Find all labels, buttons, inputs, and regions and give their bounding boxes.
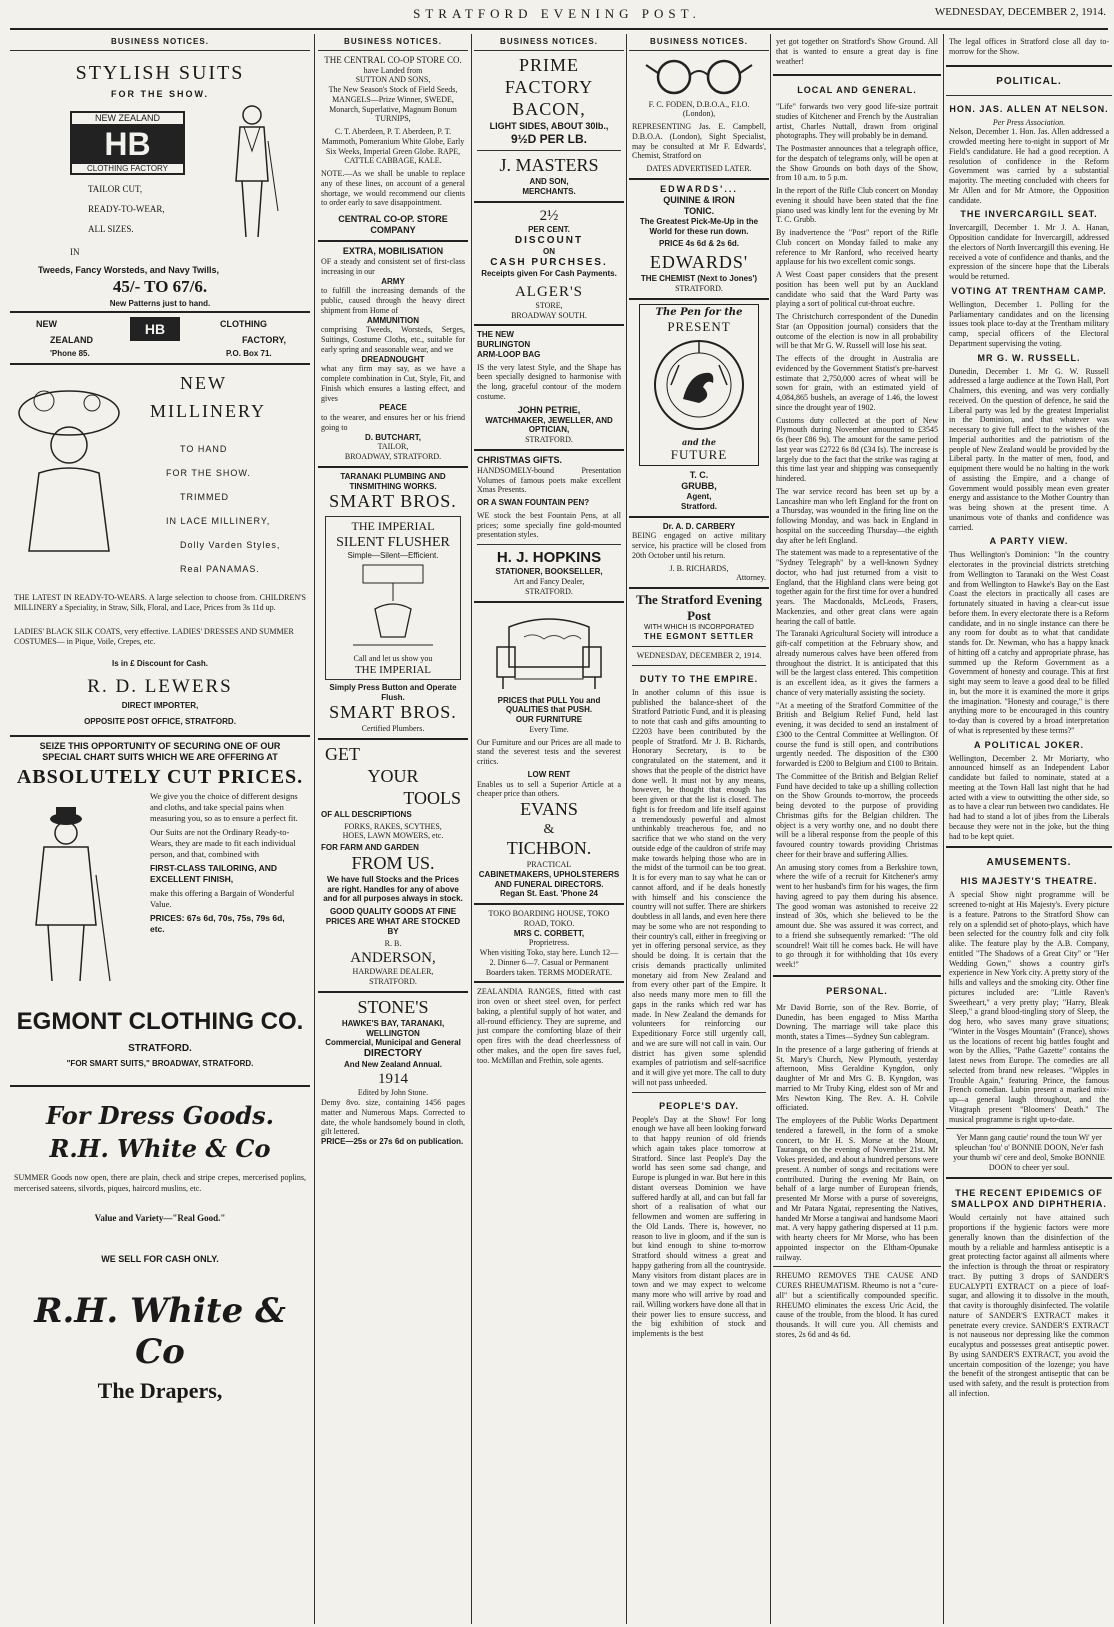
egmont-tagline: "FOR SMART SUITS," BROADWAY, STRATFORD. [66, 1058, 254, 1068]
discount-rate: 2½ [539, 207, 559, 224]
footer-clothing: CLOTHING [220, 318, 267, 329]
news-item: "Life" forwards two very good life-size portrait studies of Kitchener and French by the Australian artist, Charles Nuttall, drawn from original photographs. They will probably be in demand. [776, 102, 938, 141]
grubb-town: Stratford. [681, 501, 717, 511]
pen-present: PRESENT [667, 318, 731, 334]
news-item: An amusing story comes from a Berkshire town, where the wife of a recruit for Kitchener's army went to her husband's firm for his wages, the firm having agreed to pay them during his absence. The good woman was astonished to receive 22 instead of 30s, which she believed to be the amount due. She was assured it was correct, and to a friend she subsequently remarked: "The old scoundrel! Wait till he comes back. He will have to go through it for withholding that 10s every week!" [776, 862, 938, 970]
white-cash-only: WE SELL FOR CASH ONLY. [101, 1253, 219, 1264]
coop-name: CENTRAL CO-OP. STORE COMPANY [338, 214, 448, 236]
tailor-line: READY-TO-WEAR, [88, 203, 165, 214]
central-coop-ad [318, 51, 468, 242]
rheumo-ad: RHEUMO REMOVES THE CAUSE AND CURES RHEUMATISM. Rheumo is not a "cure-all" but a scientifically compounded specific. RHEUMO eliminates the excess Uric Acid, the cause of the trouble, from the blood. It has cured thousands. It will cure you. All chemists and stores, 2s 6d and 4s 6d. [776, 1271, 938, 1339]
business-notices-heading: BUSINESS NOTICES. [629, 34, 769, 51]
flusher-title: SILENT FLUSHER [336, 534, 450, 550]
edwards-town: STRATFORD. [675, 283, 723, 293]
bacon-line: BACON, [512, 98, 586, 119]
millinery-latest: THE LATEST IN READY-TO-WEARS. A large selection to choose from. CHILDREN'S MILLINERY a Speciality, in Straw, Silk, Floral, and Lace, Prices from 3s 11d up. [14, 592, 306, 612]
political-items [946, 100, 1112, 842]
white-name: R.H. White & Co [49, 1134, 271, 1164]
mobilisation-ammunition: AMMUNITION [367, 315, 419, 325]
foden-optician-ad [629, 51, 769, 180]
smart-heading: TARANAKI PLUMBING AND TINSMITHING WORKS. [340, 471, 446, 491]
coop-line: SUTTON AND SONS, [355, 75, 431, 85]
millinery-list [166, 437, 281, 581]
post-incorporated: WITH WHICH IS INCORPORATED [644, 623, 754, 631]
foden-name: F. C. FODEN, D.B.O.A., F.I.O. [648, 99, 750, 109]
personal-item: The employees of the Public Works Department tendered a farewell, in the form of a smoke concert, to Mr H. S. Morse at the Mount, Tauranga, on the evening of November 21st. Mr Vokes presided, and about a hundred persons were present. A number of songs and recitations were contributed. During the evening Mr Bain, on behalf of a large number of European friends, presented Mr Morse with a purse of sovereigns, and Mr Patara Ngatai, representing the Natives, handed Mr Morse a tangiwai and handsome Maori mat. A very happy gathering dispersed at 11 p.m. with hearty cheers for Mr Morse, who has been appointed inspector on the Eltham-Opunake railway. [776, 1116, 938, 1262]
continued-text: yet got together on Stratford's Show Ground. All that is wanted to ensure a great day is fine weather! [776, 37, 938, 66]
tools-stocks: We have full Stocks and the Prices are right. Handles for any of above and for all purposes always in stock. [323, 874, 463, 904]
masters-son: AND SON, [529, 177, 569, 187]
peoples-day-body: People's Day at the Show! For long enough we have all been looking forward to that happy reunion of old friends which again takes place tomorrow at Stratford. Since last People's Day the world has seen some sad change, and Europe is plunged in war. But here in this distant overseas Dominion we have suffered hardly at all, and can but fall far short of a realisation of what our fellowmen and women are suffering in the Old Lands. There is, however, no reason to live in gloom, and if the sun is but kind enough to shine to-morrow Stratford should witness a great and happy gathering from all the countryside. Many visitors from distant places are in town and we may expect to welcome many more who will arrive by road and rail. Willing workers have done all that in their power lies to ensure success, and the big exhibition of stock and implements is the best [632, 1114, 766, 1339]
egmont-headline: SEIZE THIS OPPORTUNITY OF SECURING ONE OF OUR SPECIAL CHART SUITS WHICH WE ARE OFFERING AT [39, 740, 281, 762]
hopkins-name: H. J. HOPKINS [496, 549, 602, 567]
mobilisation-text: OF a steady and consistent set of first-class increasing in our [321, 257, 465, 276]
butchart-tailor: TAILOR, [377, 442, 409, 452]
millinery-discount: Is in £ Discount for Cash. [111, 658, 208, 668]
political-heading: POLITICAL. [996, 75, 1062, 87]
evans-name: EVANS [520, 799, 578, 820]
tools-descriptions: OF ALL DESCRIPTIONS [321, 809, 412, 819]
carbery-name: Dr. A. D. CARBERY [662, 521, 736, 531]
edwards-title: EDWARDS'... [660, 183, 738, 194]
hopkins-trade: STATIONER, BOOKSELLER, [495, 567, 603, 577]
smart-certified: Certified Plumbers. [361, 724, 425, 734]
alger-name: ALGER'S [514, 283, 584, 300]
mobilisation-title: EXTRA, MOBILISATION [342, 246, 444, 257]
foden-dates: DATES ADVERTISED LATER. [646, 164, 752, 174]
discount-line: ON [543, 246, 555, 256]
discount-line: PER CENT. [528, 224, 570, 234]
mobilisation-text: to the wearer, and ensures her or his friend going to [321, 413, 465, 432]
tools-from-us: FROM US. [351, 852, 435, 873]
swan-emblem-icon [642, 335, 756, 438]
edwards-tonic: QUININE & IRON [663, 194, 735, 205]
column-6 [946, 34, 1112, 1624]
zealandia-ranges-ad [474, 983, 624, 1069]
hb-logo-top: NEW ZEALAND [94, 112, 160, 123]
anderson-town: STRATFORD. [369, 977, 417, 987]
egmont-cut-prices: ABSOLUTELY CUT PRICES. [16, 765, 304, 788]
mobilisation-army: ARMY [381, 276, 405, 286]
flusher-press: Simply Press Button and Operate Flush. [329, 682, 457, 702]
hopkins-ad [474, 451, 624, 603]
footer-zealand: ZEALAND [50, 334, 93, 345]
stones-price: PRICE—25s or 27s 6d on publication. [321, 1137, 464, 1147]
tichbon-name: TICHBON. [506, 838, 592, 859]
flusher-call: Call and let us show you [353, 653, 433, 663]
carbery-text: BEING engaged on active military service, his practice will be closed from 20th October until his return. [632, 531, 766, 560]
news-item: By inadvertence the "Post" report of the Rifle Club concert on Monday failed to make any reference to Mr Ranford, who received hearty applause for his two excellent comic songs. [776, 228, 938, 267]
editorial-body: In another column of this issue is published the balance-sheet of the Stratford Patriotic Fund, and it is pleasing to note that cash and gifts amounting to £2203 have been contributed by the people of Stratford. Mr J. B. Richards, Honorary Secretary, is to be congratulated on the statement, and it shows that the people of the district have done well. It must not by any means, however, be thought that enough has been given or that the list is closed. The fight is for freedom and life itself against a tremendously powerful and almost unthinkably treacherous foe, and no sacrifice that we who stand on the very outside edge of the cauldron of strife may make towards helping those who are in the midst of the turmoil can be too great. It is for every man to say what he can or cannot afford, and if he deals honestly with himself and his conscience the country will not suffer. There are shirkers doubtless in all lands, and even here there may be some who are not responding to their country's call, either in freegiving or yet in offering personal service, as they should be doing. It is certain that the crisis demands practically unlimited monetary aid from New Zealand and from every other part of the Empire. It also needs many more men to fill the gaps in the ranks which red war has made. In New Zealand the demands for volunteers for reinforcing our Expeditionary Force still urgently call, and we are sure will not call in vain. Our district has given some splendid examples of patriotism and self-sacrifice and it will give yet more. The call to duty will not pass unheeded. [632, 687, 766, 1087]
stones-title: STONE'S [357, 996, 429, 1017]
political-subheading: VOTING AT TRENTHAM CAMP. [951, 285, 1107, 296]
post-egmont-settler: THE EGMONT SETTLER [644, 632, 754, 642]
news-item: The Taranaki Agricultural Society will introduce a gift-calf competition at the February show, and already numerous calves have been offered from throughout the district. It is anticipated that this will be the largest class entered. This competition is an excellent idea, as it gives the farmers a chance of very materially assisting the society. [776, 629, 938, 697]
petrie-town: STRATFORD. [525, 435, 573, 445]
egmont-town: STRATFORD. [128, 1042, 192, 1054]
alger-address: BROADWAY SOUTH. [511, 310, 587, 320]
millinery-coats: LADIES' BLACK SILK COATS, very effective. LADIES' DRESSES AND SUMMER COSTUMES— in Pique, Voile, Crepes, etc. [14, 626, 294, 646]
column-4 [629, 34, 769, 1624]
evans-ampersand: & [543, 822, 555, 838]
anderson-name: ANDERSON, [350, 950, 436, 967]
butchart-name: D. BUTCHART, [365, 432, 421, 442]
evans-every-time: Every Time. [529, 724, 569, 734]
flusher-imperial: THE IMPERIAL [354, 663, 432, 676]
petrie-trade: WATCHMAKER, JEWELLER, AND OPTICIAN, [485, 415, 613, 435]
discount-line: DISCOUNT [514, 234, 584, 246]
lewers-address: OPPOSITE POST OFFICE, STRATFORD. [84, 716, 236, 726]
hb-logo-bottom: CLOTHING FACTORY [86, 163, 169, 173]
column-1 [10, 34, 310, 1624]
swan-pen-panel [639, 304, 759, 467]
anderson-initials: R. B. [384, 939, 402, 949]
tools-list: FORKS, RAKES, SCYTHES, HOES, LAWN MOWERS, etc. [342, 821, 444, 841]
butchart-ad [318, 242, 468, 468]
evans-trades: CABINETMAKERS, UPHOLSTERERS AND FUNERAL DIRECTORS. [478, 869, 620, 889]
white-drapers: The Drapers, [97, 1377, 223, 1403]
toko-proprietress-name: MRS C. CORBETT, [513, 928, 585, 938]
edwards-tonic: TONIC. [683, 205, 715, 216]
lewers-sub: DIRECT IMPORTER, [121, 700, 199, 710]
news-item: The war service record has been set up by a Lancashire man who left England for the front on a Thursday, was wounded in the firing line on the following Monday, and was back in England in hospital on the succeeding Thursday—the eighth day after he left England. [776, 486, 938, 545]
tools-get: GET [325, 744, 360, 765]
ad-subtitle: FOR THE SHOW. [111, 89, 209, 100]
discount-line: CASH PURCHSES. [490, 256, 608, 268]
theatre-text: A special Show night programme will be screened to-night at His Majesty's. Every picture is a feature. Patrons to the Stratford Show can rely on a splendid set of photo-plays, which have been selected for the country folk and city folk alike. The feature play by the A.B. Company, entitled "The Shadows of a Great City" or "Her Wedding Gown," shows a country girl's experience in New York city. A pretty story of the hills and valleys and the smoking city. Other fine pictures included are: "Little Raven's Sweetheart," a very pretty play; "Harry, Bleak Sleep," a grand blood-tingling story of Sleep, the dog hero, who saves many grave situations; "Winter in the Vosges Mountain" (France), shows us the locations of recent big battles fought and won by the Allies, "Pathe Gazette" contains the latest news from Europe. The comedies are all selected from brand new releases. "Wipples in Trouble Again," featuring Prince, the famous French comedian. Lubin present a marked mix-up—a general laugh throughout, and the Vitagraph present "Bloomers' Death." The musical programme is right up-to-date. [949, 890, 1109, 1124]
bacon-price: 9½D PER LB. [510, 131, 588, 146]
footer-factory: FACTORY, [242, 334, 287, 345]
smart-name: SMART BROS. [329, 491, 457, 512]
amusements-items [946, 872, 1112, 1124]
issue-date: WEDNESDAY, DECEMBER 2, 1914. [934, 6, 1106, 18]
mobilisation-text: to fulfill the increasing demands of the public, caused through the heavy direct shipment from Home of [321, 286, 465, 315]
anderson-trade: HARDWARE DEALER, [352, 967, 434, 977]
ad-title: STYLISH SUITS [75, 61, 245, 84]
bag-line: ARM-LOOP BAG [477, 349, 541, 359]
personal-item: Mr David Borrie, son of the Rev. Borrie, of Dunedin, has been engaged to Miss Martha Downing. The marriage will take place this month, states a Times—Sydney Sun cablegram. [776, 1002, 938, 1042]
stones-editor: Edited by John Stone. [357, 1088, 429, 1098]
tailor-line: ALL SIZES. [88, 223, 134, 234]
coop-line: have Landed from [363, 65, 423, 75]
white-value: Value and Variety—"Real Good." [94, 1212, 226, 1223]
foden-london: (London), [682, 109, 716, 119]
newspaper-title: STRATFORD EVENING POST. [413, 6, 701, 21]
alger-discount-ad [474, 203, 624, 327]
evans-tichbon-ad [474, 603, 624, 905]
column-divider [314, 34, 315, 1624]
carbery-attorney-name: J. B. RICHARDS, [669, 563, 729, 573]
column-divider [471, 34, 472, 1624]
column-divider [770, 34, 771, 1624]
millinery-title-new: NEW [180, 372, 227, 393]
white-big-logo: R.H. White & Co [34, 1290, 286, 1373]
tailor-list [88, 179, 165, 239]
peoples-day-heading: PEOPLE'S DAY. [659, 1100, 739, 1111]
egmont-clothing-ad [10, 737, 310, 1087]
nz-clothing-footer [10, 313, 310, 365]
hb-logo-small [130, 317, 180, 341]
egmont-name: EGMONT CLOTHING CO. [16, 1007, 304, 1035]
mobilisation-peace: PEACE [379, 403, 407, 413]
evans-text: Enables us to sell a Superior Article at a cheaper price than others. [477, 779, 621, 799]
egmont-body [150, 791, 300, 939]
post-title: The Stratford Evening Post [636, 592, 762, 623]
discount-receipts: Receipts given For Cash Payments. [481, 268, 617, 278]
gifts-text: WE stock the best Fountain Pens, at all prices; some specially fine gold-mounted presentation styles. [477, 510, 621, 540]
column-divider [943, 34, 944, 1624]
pen-line: The Pen for the [655, 306, 743, 318]
anderson-tools-ad [318, 740, 468, 993]
egmont-prices: PRICES: 67s 6d, 70s, 75s, 79s 6d, etc. [150, 913, 285, 935]
millinery-line: Dolly Varden Styles, [180, 539, 281, 550]
local-general-items [773, 102, 941, 970]
column-divider [626, 34, 627, 1624]
masthead [0, 0, 1114, 28]
white-dress-goods: For Dress Goods. [46, 1100, 274, 1130]
price-range: 45/- TO 67/6. [112, 276, 208, 296]
evans-low-rent: LOW RENT [527, 769, 571, 779]
flusher-tagline: Simple—Silent—Efficient. [347, 551, 439, 561]
tools-tools: TOOLS [403, 788, 461, 809]
pen-and: and the [682, 436, 716, 447]
egmont-text: FIRST-CLASS TAILORING, AND EXCELLENT FINISH, [150, 863, 278, 885]
petrie-name: JOHN PETRIE, [517, 404, 581, 415]
personal-item: In the presence of a large gathering of friends at St. Mary's Church, New Plymouth, yesterday afternoon, Miss Geraldine Kyngdon, only daughter of Mr and Mrs G. B. Kyngdon, was married to Mr Truby King, eldest son of Mr and Mrs Newton King. The Rev. A. H. Colvile officiated. [776, 1044, 938, 1113]
editorial-heading: DUTY TO THE EMPIRE. [639, 673, 759, 684]
toilet-illustration [328, 561, 458, 654]
coop-line: The New Season's Stock of Field Seeds, MANGELS—Prize Winner, SWEDE, Monarch, Superlative, Magnum Bonum TURNIPS, [328, 85, 458, 124]
millinery-title: MILLINERY [150, 400, 266, 421]
tools-your: YOUR [367, 766, 419, 787]
continued-text: The legal offices in Stratford close all day to-morrow for the Show. [949, 37, 1109, 56]
political-subheading: MR G. W. RUSSELL. [977, 352, 1081, 363]
business-notices-heading: BUSINESS NOTICES. [10, 34, 310, 51]
alger-store: STORE, [535, 300, 563, 310]
egmont-text: make this offering a Bargain of Wonderful Value. [150, 888, 295, 910]
butchart-address: BROADWAY, STRATFORD. [344, 452, 442, 462]
millinery-ad [10, 365, 310, 737]
bag-line: BURLINGTON [477, 340, 531, 350]
stones-description: Demy 8vo. size, containing 1456 pages matter and Numerous Maps. Corrected to date, the whole handsomely bound in cloth, gilt lettered. [321, 1098, 465, 1137]
amusements-heading: AMUSEMENTS. [986, 857, 1072, 869]
evans-furniture: OUR FURNITURE [515, 715, 583, 725]
pen-future: FUTURE [670, 447, 728, 463]
personal-heading: PERSONAL. [826, 985, 888, 996]
carbery-attorney: Attorney. [736, 573, 766, 583]
toko-boarding-ad [474, 905, 624, 983]
political-subheading: A POLITICAL JOKER. [973, 739, 1084, 750]
edwards-chemist: THE CHEMIST (Next to Jones') [640, 274, 758, 284]
footer-new: NEW [36, 318, 57, 329]
evans-text: Our Furniture and our Prices are all made to stand the severest tests and the severest critics. [477, 737, 621, 767]
tools-farm: FOR FARM AND GARDEN [321, 843, 419, 853]
tweeds-line: Tweeds, Fancy Worsteds, and Navy Twills, [38, 264, 220, 275]
millinery-line: Real PANAMAS. [180, 563, 260, 574]
edwards-name: EDWARDS' [649, 252, 749, 273]
political-item: Invercargill, December 1. Mr J. A. Hanan, Opposition candidate for Invercargill, addressed the electors of North Invercargill this evening. He received a vote of confidence and thanks, and the expression of the sincere hope that the Liberals would be returned. [949, 223, 1109, 282]
grubb-initials: T. C. [689, 470, 709, 481]
edwards-tonic-ad [629, 180, 769, 300]
news-item: The Christchurch correspondent of the Dunedin Star (an Opposition journal) considers that the outcome of the election is now in all probability will be that Mr G. W. Russell will lose his seat. [776, 312, 938, 351]
bacon-weight: LIGHT SIDES, ABOUT 30lb., [489, 120, 609, 131]
tailor-in: IN [70, 246, 80, 257]
stones-regions: HAWKE'S BAY, TARANAKI, WELLINGTON [341, 1018, 445, 1038]
bacon-line: PRIME [518, 54, 579, 75]
bag-line: THE NEW [477, 330, 514, 340]
masthead-rule [10, 28, 1108, 30]
white-text: SUMMER Goods now open, there are plain, check and stripe crepes, mercerised poplins, mercerised sateens, silvords, piques, haircord muslins, etc. [14, 1173, 306, 1194]
political-item: Wellington, December 2. Mr Moriarty, who announced himself as an Independent Labor candidate but failed to nominate, stated at a meeting at the Town Hall last night that he had acted with a view to outwitting the other side, so as to have a clear run between two candidates. He had had to stand a lot of jibes from the Liberals because they were not in the joke, but the thing had to be kept quiet. [949, 753, 1109, 841]
hb-logo-mark: HB [72, 124, 183, 164]
carbery-notice [629, 518, 769, 590]
bonnie-doon-ad: Yer Mann gang cautie' round the toun Wi' yer spleuchan 'fou' o' BONNIE DOON, Ne'er fash your thumb wi' cere and deol, Smoke BONNIE DOON to cheer yer soul. [953, 1133, 1105, 1172]
stones-annual: And New Zealand Annual. [344, 1060, 442, 1070]
footer-pobox: P.O. Box 71. [226, 348, 272, 358]
swan-pen-ad [629, 300, 769, 518]
new-patterns: New Patterns just to hand. [109, 298, 211, 308]
rh-white-ad [10, 1087, 310, 1447]
lewers-name: R. D. LEWERS [87, 675, 233, 697]
mobilisation-dreadnought: DREADNOUGHT [361, 354, 425, 364]
coop-title: THE CENTRAL CO-OP STORE CO. [324, 54, 462, 65]
petrie-bag-ad [474, 326, 624, 450]
political-item: Thus Wellington's Dominion: "In the country electorates in the provincial districts stretching from Wellington to Taranaki on the West Coast and from Wellington to Hawke's Bay on the East Coast the electors in practically all cases are fortunately situated in having a clear-cut issue before them. In every electorate there is a Reform candidate, and in no single instance can there be any room for doubt as to what that candidate stands for. Dr. Newman, who has a happy knack of hitting off a catchy and appropriate phrase, has summed up the Reform Government as a Government of honesty and courage. This at first sight may seem to leave a good deal to be filled in, but the more it is examined the more it grips the imagination. "Honesty and courage," is there anything more to be encouraged in this country to-day than is covered by a broad interpretation of what is represented by these terms?" [949, 550, 1109, 735]
news-item: Customs duty collected at the port of New Plymouth during November amounted to £3545 6s (beer £86 9s). The amount for the same period last year was £2722 6s 8d (£34 Is). The increase is largely due to the fact that the strike was raging at this time last year and shipping was consequently hindered. [776, 415, 938, 484]
smart-name: SMART BROS. [329, 702, 457, 723]
armchair-illustration [477, 607, 621, 696]
political-subheading: A PARTY VIEW. [989, 536, 1069, 547]
egmont-text: We give you the choice of different designs and cloths, and take special pains when measuring you, so as to ensure a perfect fit. [150, 790, 298, 823]
stones-directory: DIRECTORY [363, 1048, 423, 1060]
political-item: Nelson, December 1. Hon. Jas. Allen addressed a crowded meeting here to-night in support of Mr Field's candidature. He had a good reception. A resolution of confidence in the Reform Government was carried by a substantial majority. The meeting concluded with cheers for Mr Allen and for Mr Atmore, the Opposition candidate. [949, 127, 1109, 205]
mobilisation-text: comprising Tweeds, Worsteds, Serges, Suitings, Costume Cloths, etc., suitable for early spring and seasonable wear, and we [321, 325, 465, 354]
spectacles-icon [632, 55, 766, 100]
personal-items [773, 1003, 941, 1263]
gifts-pen: OR A SWAN FOUNTAIN PEN? [477, 498, 590, 508]
news-item: A West Coast paper considers that the present position has been well put by an Auckland candidate who said that the Ward Party was playing a sort of political cut-throat euchre. [776, 270, 938, 309]
silent-flusher-box [325, 516, 461, 680]
business-notices-heading: BUSINESS NOTICES. [474, 34, 624, 51]
foden-text: REPRESENTING Jas. E. Campbell, D.B.O.A. (London), Sight Specialist, may be consulted at Mr F. Edwards', Chemist, Stratford on [632, 122, 766, 161]
news-item: The statement was made to a representative of the "Sydney Telegraph" by a well-known Sydney doctor, who had just returned from a visit to England, that the Highland clans were being got together again for the first time for over a hundred years. The Macdonalds, McLeods, Frasers, Mackenzies, and other great clans were again hearing the call of battle. [776, 548, 938, 626]
local-general-heading: LOCAL AND GENERAL. [797, 85, 917, 96]
footer-phone: 'Phone 85. [50, 348, 90, 358]
political-item: Wellington, December 1. Polling for the Parliamentary candidates and on the licensing issues took place to-day at the Trentham military camp, special officers of the Electoral Department supervising the voting. [949, 299, 1109, 348]
news-item: The Postmaster announces that a telegraph office, for the despatch of telegrams only, will be open at the Show Grounds on both days of the Show, from 10 a.m. to 5 p.m. [776, 144, 938, 183]
stones-types: Commercial, Municipal and General [325, 1038, 461, 1048]
masters-name: J. MASTERS [499, 155, 599, 176]
bag-text: IS the very latest Style, and the Shape has been specially designed to harmonise with the long, graceful contour of the modern costume. [477, 362, 621, 401]
zealandia-text: ZEALANDIA RANGES, fitted with cast iron oven or sheet steel oven, for perfect baking, a plentiful supply of hot water, and all-round efficiency. They are supreme, and just compare the comforting blaze of their open fires with the dead cheerlessness of other makes, and the open fire saves fuel, too. McMillan and Frethin, sole agents. [477, 987, 621, 1065]
flusher-line: THE IMPERIAL [351, 519, 435, 534]
masters-trade: MERCHANTS. [522, 186, 576, 196]
evans-practical: PRACTICAL [526, 860, 572, 870]
millinery-line: TO HAND [180, 443, 228, 454]
sanders-text: Would certainly not have attained such proportions if the hygienic factors were more generally known than the disinfection of the mouth by a reliable and harmless antiseptic is a great protecting factor against all ailments where the infection is through the throat or respiratory tract. By putting 3 drops of SANDER'S EUCALYPTI EXTRACT on a piece of loaf-sugar, and allowing it to dissolve in the mouth, that cavity is thoroughly disinfected. The volatile nature of SANDER'S EXTRACT makes it penetrate every crevice. SANDER'S EXTRACT is not nauseous nor depressing like the common eucalyptus and possesses great antiseptic power. By using SANDER'S EXTRACT, you avoid the uncertain composition of the lozenge; you have the benefit of the strongest antiseptic that can be used with safety, and the result is protection from all infection. [949, 1213, 1109, 1398]
coop-line: C. T. Aberdeen, P. T. Aberdeen, P. T. Mammoth, Pomeranium White Globe, Early Six Weeks, Imperial Green Globe. RAPE, CATTLE CABBAGE, KALE. [321, 127, 465, 166]
hb-logo [70, 111, 185, 176]
toko-text: When visiting Toko, stay here. Lunch 12—2. Dinner 6—7. Casual or Permanent Boarders taken. TERMS MODERATE. [479, 948, 619, 977]
gifts-title: CHRISTMAS GIFTS. [477, 454, 562, 465]
masters-bacon-ad [474, 51, 624, 203]
stones-year: 1914 [378, 1071, 408, 1088]
column-3 [474, 34, 624, 1624]
news-item: The Committee of the British and Belgian Relief Fund have decided to take up a shilling collection on the Show Grounds to-morrow, the proceeds being devoted to the purpose of providing Christmas gifts for the Belgian children. The object is a very worthy one, and no doubt there will be a liberal response from the people of this favoured country towards providing Christmas cheer for their brave and suffering Allies. [776, 771, 938, 859]
gentleman-illustration [14, 805, 124, 985]
post-date: WEDNESDAY, DECEMBER 2, 1914. [636, 651, 762, 661]
suited-man-illustration [222, 101, 282, 241]
gifts-text: HANDSOMELY-bound Presentation Volumes of famous poets make excellent Xmas Presents. [477, 465, 621, 495]
mobilisation-text: what any firm may say, as we have a complete combination in Cut, Style, Fit, and Finish which ensures a lasting effect, and gives [321, 364, 465, 403]
toko-proprietress: Proprietress. [528, 938, 570, 948]
editorial-section [629, 589, 769, 1342]
coop-note: NOTE.—As we shall be unable to replace any of these lines, on account of a general shortage, we would recommend our clients to order early to save disappointment. [321, 169, 465, 208]
press-association: Per Press Association. [992, 117, 1066, 127]
grubb-agent: Agent, [686, 492, 712, 502]
political-item: Dunedin, December 1. Mr G. W. Russell addressed a large audience at the Town Hall, Port Chalmers, this evening, and was very cordially received. On the question of defence, he said the Liberal party was led by the greatest Imperialist in the Dominion, and that whatever was necessary to give full effect to the wishes of the Imperial authorities and the patriotism of the people of New Zealand would be provided by the Liberal party. In the matter of men, food, and equipment there would be no halting in the work of assisting the Empire, and a change of Government would possibly mean even greater energy and assistance to the Mother Country than was being shown at the present time. A unanimous vote of thanks and confidence was carried. [949, 366, 1109, 532]
tools-quality: GOOD QUALITY GOODS AT FINE PRICES ARE WHAT ARE STOCKED BY [325, 907, 461, 936]
edwards-pick-me-up: The Greatest Pick-Me-Up in the World for these run down. [639, 216, 759, 236]
stones-directory-ad [318, 993, 468, 1151]
evans-address: Regan St. East. 'Phone 24 [500, 889, 598, 899]
hb-logo-small-mark: HB [131, 318, 179, 340]
bacon-line: FACTORY [504, 76, 594, 97]
smart-bros-ad [318, 468, 468, 740]
grubb-name: GRUBB, [681, 481, 717, 492]
toko-title: TOKO BOARDING HOUSE, TOKO ROAD, TOKO. [488, 909, 610, 928]
hopkins-dealer: Art and Fancy Dealer, [513, 577, 585, 587]
nz-clothing-factory-ad [10, 51, 310, 313]
business-notices-heading: BUSINESS NOTICES. [318, 34, 468, 51]
sanders-heading: THE RECENT EPIDEMICS OF SMALLPOX AND DIPHTHERIA. [951, 1188, 1107, 1210]
theatre-heading: HIS MAJESTY'S THEATRE. [960, 876, 1098, 887]
news-item: "At a meeting of the Stratford Committee of the British and Belgium Relief Fund, held last evening, it was decided to send an instalment of £300 to the Central Committee at Wellington. Of course the fund is still open, and contributions urgently needed. The disposition of the £300 forwarded is £200 to Belgium and £100 to Britain. [776, 700, 938, 769]
millinery-line: FOR THE SHOW. [166, 467, 251, 478]
edwards-price: PRICE 4s 6d & 2s 6d. [658, 239, 740, 249]
political-subheading: THE INVERCARGILL SEAT. [960, 209, 1098, 220]
tailor-line: TAILOR CUT, [88, 183, 143, 194]
millinery-line: TRIMMED [180, 491, 229, 502]
column-5 [773, 34, 941, 1624]
news-item: The effects of the drought in Australia are evidenced by the Government Statist's pre-harvest estimate that 2,750,000 acres of wheat will be sown for grain, with an estimated yield of 4,084,865 bushels, an average of 1.46, the lowest since the drought year of 1902. [776, 354, 938, 412]
evans-slogan: PRICES that PULL You and QUALITIES that PUSH. [497, 695, 601, 715]
column-2 [318, 34, 468, 1624]
news-item: In the report of the Rifle Club concert on Monday evening it should have been stated that the fine piano used was kindly lent for the evening by Mr T. C. Grubb. [776, 186, 938, 225]
political-subheading: HON. JAS. ALLEN AT NELSON. [949, 103, 1109, 114]
egmont-text: Our Suits are not the Ordinary Ready-to-Wears, they are made to fit each individual person, and that, combined with [150, 826, 296, 859]
millinery-line: IN LACE MILLINERY, [166, 515, 271, 526]
lady-hat-illustration [14, 373, 124, 553]
hopkins-town: STRATFORD. [525, 586, 573, 596]
